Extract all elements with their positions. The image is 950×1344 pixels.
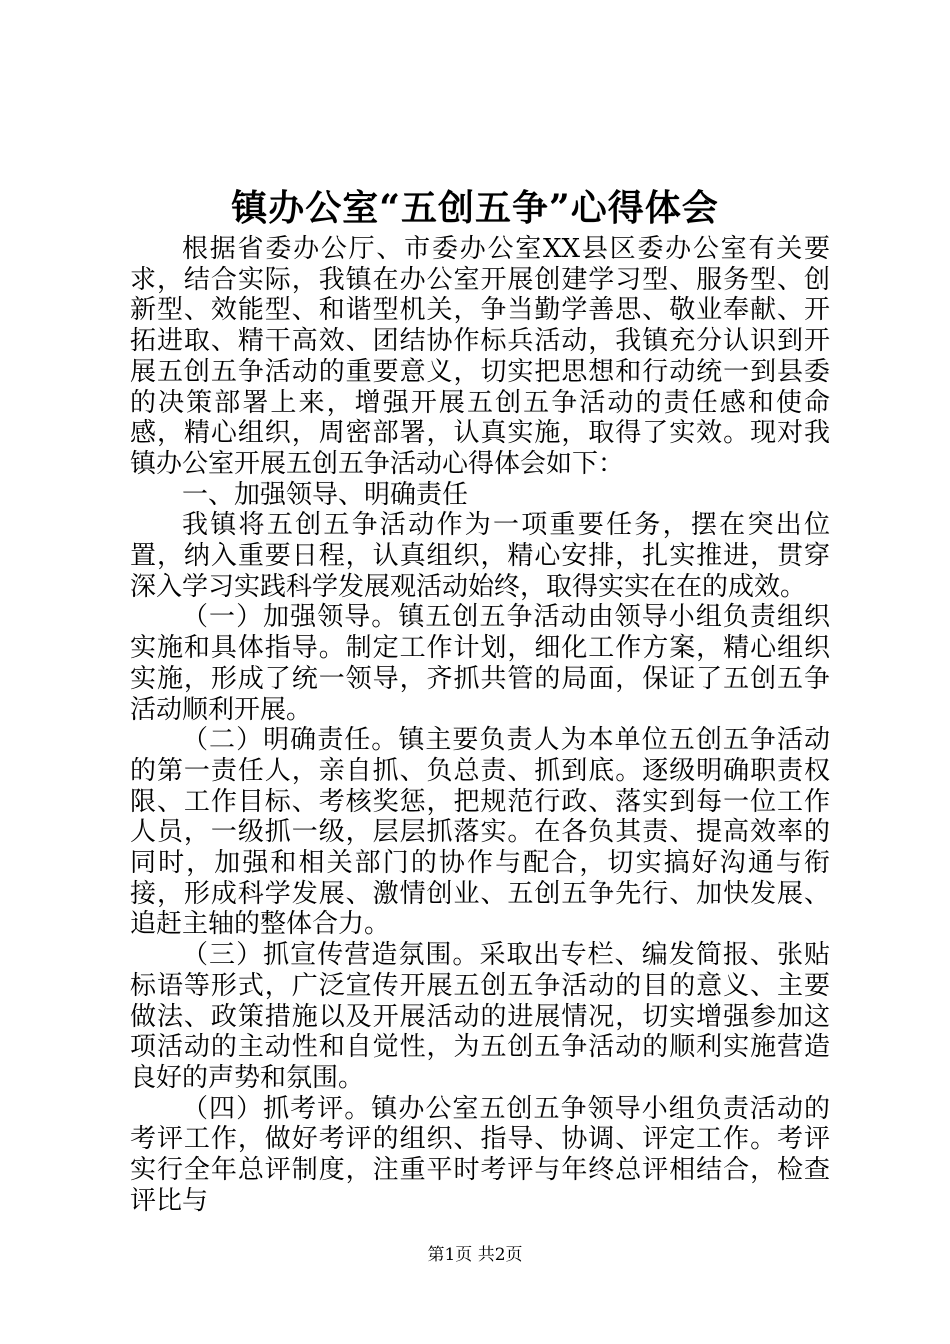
subsection-2-paragraph: （二）明确责任。镇主要负责人为本单位五创五争活动的第一责任人，亲自抓、负总责、抓到底。逐级明确职责权限、工作目标、考核奖惩，把规范行政、落实到每一位工作人员，一级抓一级，层层抓落实。在各负其责、提高效率的同时，加强和相关部门的协作与配合，切实搞好沟通与衔接，形成科学发展、激情创业、五创五争先行、加快发展、追赶主轴的整体合力。: [130, 725, 830, 940]
subsection-1-paragraph: （一）加强领导。镇五创五争活动由领导小组负责组织实施和具体指导。制定工作计划，细化工作方案，精心组织实施，形成了统一领导，齐抓共管的局面，保证了五创五争活动顺利开展。: [130, 602, 830, 725]
section-1-paragraph: 我镇将五创五争活动作为一项重要任务，摆在突出位置，纳入重要日程，认真组织，精心安排，扎实推进，贯穿深入学习实践科学发展观活动始终，取得实实在在的成效。: [130, 510, 830, 602]
intro-paragraph: 根据省委办公厅、市委办公室XX县区委办公室有关要求，结合实际，我镇在办公室开展创建学习型、服务型、创新型、效能型、和谐型机关，争当勤学善思、敬业奉献、开拓进取、精干高效、团结协作标兵活动，我镇充分认识到开展五创五争活动的重要意义，切实把思想和行动统一到县委的决策部署上来，增强开展五创五争活动的责任感和使命感，精心组织，周密部署，认真实施，取得了实效。现对我镇办公室开展五创五争活动心得体会如下：: [130, 234, 830, 479]
document-body: [130, 234, 830, 1217]
subsection-4-paragraph: （四）抓考评。镇办公室五创五争领导小组负责活动的考评工作，做好考评的组织、指导、协调、评定工作。考评实行全年总评制度，注重平时考评与年终总评相结合，检查评比与: [130, 1093, 830, 1216]
section-heading-1: 一、加强领导、明确责任: [182, 479, 469, 510]
document-title: 镇办公室“五创五争”心得体会: [231, 187, 719, 229]
subsection-3-paragraph: （三）抓宣传营造氛围。采取出专栏、编发简报、张贴标语等形式，广泛宣传开展五创五争活动的目的意义、主要做法、政策措施以及开展活动的进展情况，切实增强参加这项活动的主动性和自觉性，为五创五争活动的顺利实施营造良好的声势和氛围。: [130, 940, 830, 1093]
page-footer: 第1页 共2页: [427, 1245, 523, 1265]
